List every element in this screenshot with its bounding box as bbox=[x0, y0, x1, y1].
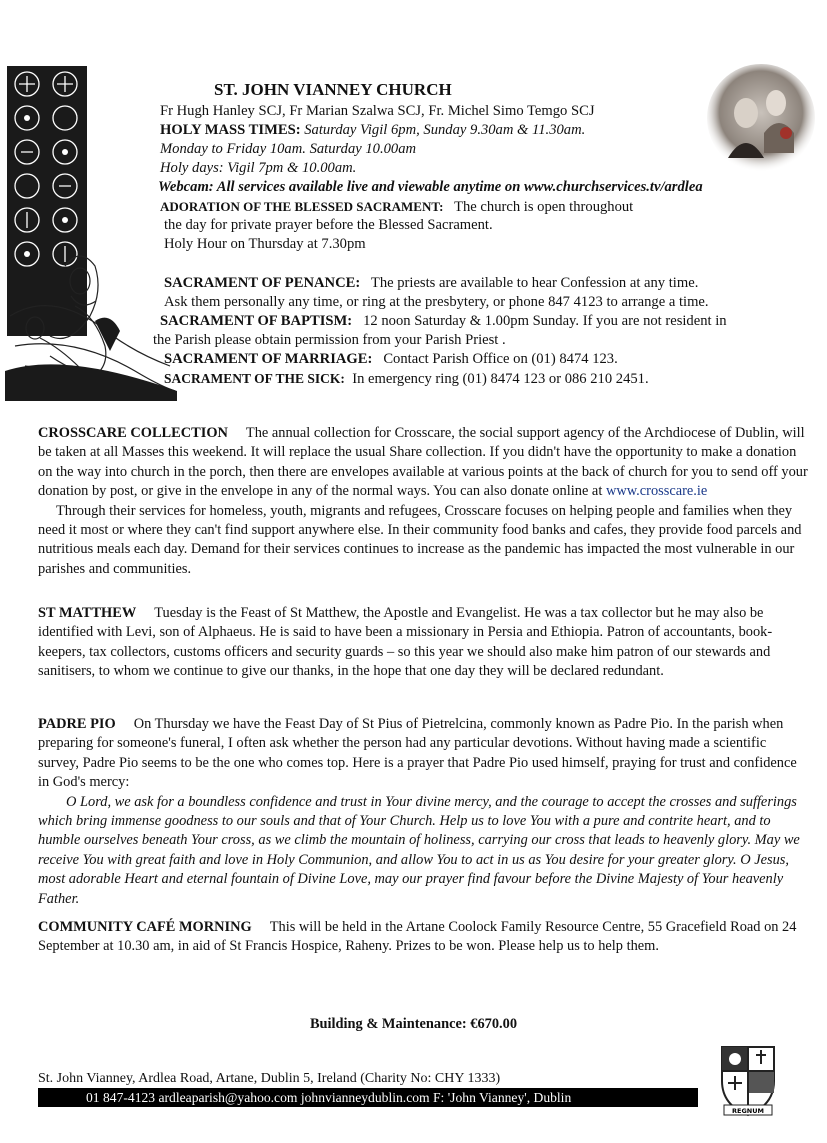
st-matthew-title: ST MATTHEW bbox=[38, 605, 137, 621]
building-maintenance: Building & Maintenance: €670.00 bbox=[309, 1016, 518, 1032]
adoration-label: ADORATION OF THE BLESSED SACRAMENT: bbox=[160, 199, 444, 214]
crosscare-text-2: Through their services for homeless, youth, migrants and refugees, Crosscare focuses on helping people and families when they need it most or where they can't find support anywhere else. In their community food banks and cafes, they provide food parcels and nutritious meals each day. Demand for their services continues to increase as the pandemic has impacted the most vulnerable in our parishes and communities. bbox=[38, 502, 802, 577]
marriage-line bbox=[164, 350, 618, 369]
baptism-text-1: 12 noon Saturday & 1.00pm Sunday. If you are not resident in bbox=[363, 313, 727, 329]
webcam-notice: Webcam: All services available live and viewable anytime on www.churchservices.tv/ardlea bbox=[158, 179, 703, 195]
cafe-title: COMMUNITY CAFÉ MORNING bbox=[38, 919, 252, 935]
baptism-text-2: the Parish please obtain permission from your Parish Priest . bbox=[153, 332, 506, 348]
church-name: ST. JOHN VIANNEY CHURCH bbox=[214, 80, 452, 99]
sick-text: In emergency ring (01) 8474 123 or 086 210 2451. bbox=[352, 371, 649, 387]
penance-line bbox=[164, 274, 698, 293]
mass-times-line bbox=[160, 121, 585, 140]
cafe-section bbox=[38, 918, 808, 957]
st-matthew-text: Tuesday is the Feast of St Matthew, the Apostle and Evangelist. He was a tax collector but he may also be identified with Levi, son of Alphaeus. He is said to have been a missionary in Persia and Ethiopia. Patron of accountants, book-keepers, tax collectors, customs officers and security guards – so this year we should also make him patron of our stewards and sanitisers, to whom we continue to give our thanks, in the hope that one day they will be declared redundant. bbox=[38, 605, 773, 680]
founder-portrait-image bbox=[706, 63, 816, 173]
penance-label: SACRAMENT OF PENANCE: bbox=[164, 275, 361, 291]
padre-pio-prayer: O Lord, we ask for a boundless confidence and trust in Your divine mercy, and the courage to accept the crosses and sufferings which bring immense goodness to our souls and that of Your Church. Help us to love You with a pure and contrite heart, and to humble ourselves beneath Your cross, as we climb the mountain of holiness, carrying our cross that leads to heavenly glory. May we receive You with great faith and love in Holy Communion, and allow You to act in us as You desire for your greater glory. O Jesus, most adorable Heart and eternal fountain of Divine Love, may our prayer find favour before the Divine Majesty of Your heavenly Father. bbox=[38, 793, 800, 907]
footer-address: St. John Vianney, Ardlea Road, Artane, Dublin 5, Ireland (Charity No: CHY 1333) bbox=[38, 1071, 501, 1086]
crosscare-link[interactable]: www.crosscare.ie bbox=[605, 483, 708, 500]
cafe-text: This will be held in the Artane Coolock Family Resource Centre, 55 Gracefield Road on 24 September at 10.30 am, in aid of St Francis Hospice, Raheny. Prizes to be won. Please help us to help them. bbox=[38, 919, 797, 955]
padre-pio-title: PADRE PIO bbox=[38, 716, 116, 732]
holy-days: Holy days: Vigil 7pm & 10.00am. bbox=[160, 160, 357, 176]
st-matthew-section bbox=[38, 604, 808, 682]
sick-label: SACRAMENT OF THE SICK: bbox=[164, 371, 345, 386]
crest-motto: REGNUM bbox=[732, 1107, 764, 1115]
parish-crest-icon bbox=[718, 1043, 778, 1119]
sick-line bbox=[164, 369, 649, 389]
holy-hour: Holy Hour on Thursday at 7.30pm bbox=[164, 236, 366, 252]
mass-times-weekend: Saturday Vigil 6pm, Sunday 9.30am & 11.30am. bbox=[304, 122, 586, 138]
mass-times-weekday: Monday to Friday 10am. Saturday 10.00am bbox=[160, 141, 417, 157]
baptism-line bbox=[160, 312, 727, 331]
mass-times-label: HOLY MASS TIMES: bbox=[160, 122, 301, 138]
footer-contact-bar bbox=[38, 1088, 698, 1107]
marriage-text: Contact Parish Office on (01) 8474 123. bbox=[383, 351, 618, 367]
footer-contact: 01 847-4123 ardleaparish@yahoo.com johnvianneydublin.com F: 'John Vianney', Dublin bbox=[86, 1090, 572, 1105]
crosscare-text-1: The annual collection for Crosscare, the social support agency of the Archdiocese of Dublin, will be taken at all Masses this weekend. It will replace the usual Share collection. If you didn't have the opportunity to make a donation on the way into church in the porch, then there are envelopes available at various points at the back of church for you to send off your donation by post, or give in the envelope in any of the normal ways. You can also donate online at bbox=[38, 425, 808, 500]
marriage-label: SACRAMENT OF MARRIAGE: bbox=[164, 351, 373, 367]
padre-pio-text: On Thursday we have the Feast Day of St Pius of Pietrelcina, commonly known as Padre Pio. In the parish when preparing for someone's funeral, I often ask whether the person had any particular devotions. Without having made a scientific survey, Padre Pio seems to be the one who comes top. Here is a prayer that Padre Pio used himself, praying for trust and confidence in God's mercy: bbox=[38, 716, 797, 791]
adoration-text-1: The church is open throughout bbox=[454, 199, 634, 215]
priests-line: Fr Hugh Hanley SCJ, Fr Marian Szalwa SCJ, Fr. Michel Simo Temgo SCJ bbox=[160, 103, 595, 119]
baptism-label: SACRAMENT OF BAPTISM: bbox=[160, 313, 353, 329]
crosscare-section bbox=[38, 424, 808, 579]
religious-woodcut-illustration bbox=[5, 66, 177, 401]
penance-text-1: The priests are available to hear Confession at any time. bbox=[370, 275, 699, 291]
penance-text-2: Ask them personally any time, or ring at the presbytery, or phone 847 4123 to arrange a time. bbox=[164, 294, 709, 310]
adoration-line bbox=[160, 197, 633, 217]
padre-pio-section bbox=[38, 715, 808, 909]
crosscare-title: CROSSCARE COLLECTION bbox=[38, 425, 228, 441]
adoration-text-2: the day for private prayer before the Blessed Sacrament. bbox=[164, 217, 493, 233]
